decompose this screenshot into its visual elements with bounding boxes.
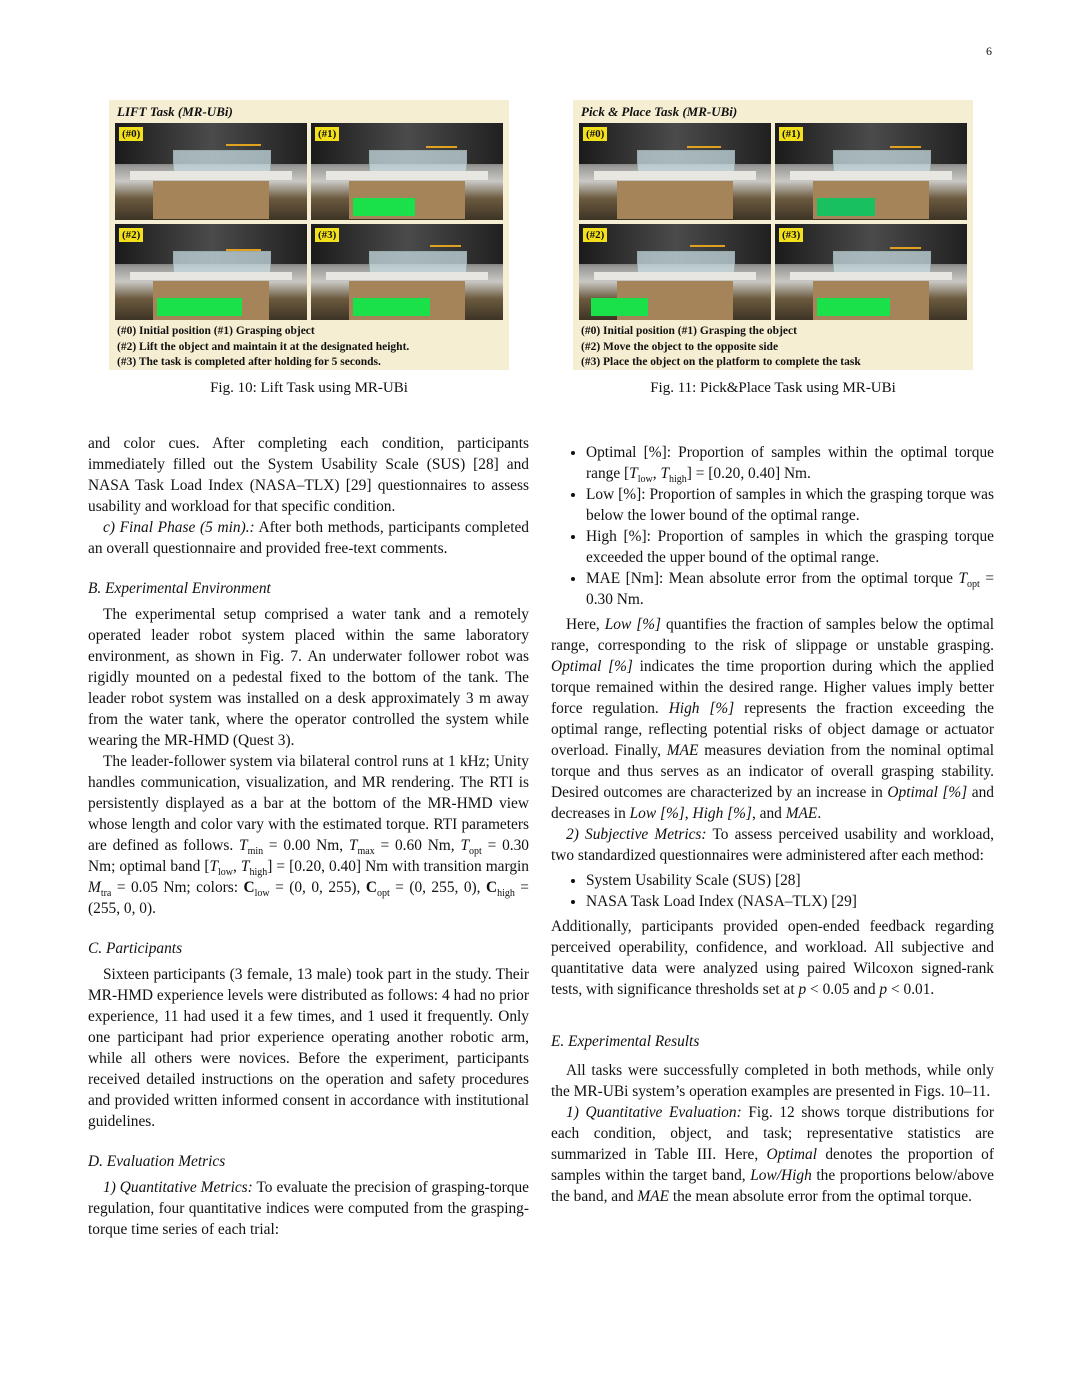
paragraph: All tasks were successfully completed in both methods, while only the MR-UBi system’s operation examples are presented in Figs. 10–11. (551, 1062, 994, 1100)
figure-note: (#3) Place the object on the platform to complete the task (581, 356, 861, 368)
list-item: • High [%]: Proportion of samples in which the grasping torque exceeded the upper bound of the optimal range. (586, 526, 994, 568)
right-column (551, 433, 994, 1207)
rti-bar (817, 198, 875, 216)
step-tag: (#3) (779, 228, 803, 242)
step-tag: (#2) (119, 228, 143, 242)
paragraph (88, 1177, 529, 1240)
figure-image-grid (115, 123, 503, 320)
rti-bar (353, 298, 430, 316)
figure-caption: Fig. 10: Lift Task using MR-UBi (210, 380, 408, 396)
metrics-list (551, 442, 994, 610)
step-tag: (#0) (119, 127, 143, 141)
rti-bar (817, 298, 890, 316)
step-tag: (#0) (583, 127, 607, 141)
paragraph: 1) Quantitative Evaluation: Fig. 12 shows torque distributions for each condition, object, and task; representative statistics are summarized in Table III. Here, Optimal denotes the proportion of samples within the target band, Low/High the proportions below/above the band, and MAE the mean absolute error from the optimal torque. (551, 1104, 995, 1205)
page-number: 6 (986, 44, 992, 58)
rti-bar (353, 198, 414, 216)
photo-panel (579, 123, 771, 220)
photo-panel (311, 224, 503, 321)
photo-panel (115, 123, 307, 220)
photo-panel (115, 224, 307, 321)
figure-lift-task (109, 100, 509, 370)
figure-image-grid (579, 123, 967, 320)
photo-panel (579, 224, 771, 321)
paragraph: and color cues. After completing each condition, participants immediately filled out the System Usability Scale (SUS) [28] and NASA Task Load Index (NASA–TLX) [29] questionnaires to assess usability and workload for that specific condition. (88, 435, 529, 515)
list-item: • Optimal [%]: Proportion of samples within the optimal torque range [$T_{low}$, $T_{high}] = [0.20$, 0.40] Nm. (586, 442, 994, 484)
photo-panel (311, 123, 503, 220)
questionnaire-list (551, 870, 994, 912)
figure-note: (#2) Lift the object and maintain it at the designated height. (117, 340, 410, 353)
paragraph: 2) Subjective Metrics: To assess perceived usability and workload, two standardized questionnaires were administered after each method: (551, 826, 994, 864)
subsection-heading: 1) Quantitative Evaluation: (566, 1104, 742, 1121)
figure-notes (581, 324, 861, 371)
subsection-heading: 2) Subjective Metrics: (566, 826, 707, 843)
photo-panel (775, 123, 967, 220)
list-item: • NASA Task Load Index (NASA–TLX) [29] (586, 891, 994, 912)
rti-bar (157, 298, 241, 316)
figure-notes (117, 324, 409, 371)
paragraph: The leader-follower system via bilateral control runs at 1 kHz; Unity handles communication, visualization, and MR rendering. The RTI is persistently displayed as a bar at the bottom of the MR-HMD view whose length and color vary with the estimated torque. RTI parameters are defined as follows. $T_{min} = 0.00$ Nm, $T_{max} = 0.60$ Nm, $T_{opt} = 0.30$ Nm; optimal band [$T_{low}$, $T_{high}] = [0.20$, 0.40] Nm with transition margin $M_{tra} = 0.05$ Nm; colors: $C_{low} = (0$, 0, 255), $C_{opt} = (0$, 255, 0), $C_{high} = (255$, 0, 0). (88, 753, 530, 917)
paragraph (88, 517, 529, 559)
step-tag: (#1) (779, 127, 803, 141)
left-column (88, 433, 529, 1240)
figure-title: Pick & Place Task (MR-UBi) (581, 104, 738, 119)
paragraph-text: The leader-follower system via bilateral control runs at 1 kHz; Unity handles communication, visualization, and MR rendering. The RTI is persistently displayed as a bar at the bottom of the MR-HMD view whose length and color vary with the estimated torque. RTI parameters are defined as follows. (88, 753, 529, 854)
subsection-heading: 1) Quantitative Metrics: (103, 1179, 253, 1196)
paragraph: Sixteen participants (3 female, 13 male) took part in the study. Their MR-HMD experience levels were distributed as follows: 4 had no prior experience, 11 had used it a few times, and 1 used it frequently. Only one participant had prior experience operating another robotic arm, while all others were novices. Before the experiment, participants received detailed instructions on the operation and safety procedures and provided written informed consent in accordance with institutional guidelines. (88, 966, 529, 1130)
figure-pick-place-task (573, 100, 973, 370)
paragraph-text: To evaluate the precision of grasping-torque regulation, four quantitative indices were computed from the grasping-torque time series of each trial: (88, 1179, 529, 1238)
paragraph: Additionally, participants provided open-ended feedback regarding perceived operability, confidence, and workload. All subjective and quantitative data were analyzed using paired Wilcoxon signed-rank tests, with significance thresholds set at p < 0.05 and p < 0.01. (551, 918, 994, 998)
section-heading: E. Experimental Results (551, 1033, 700, 1050)
list-item: • Low [%]: Proportion of samples in which the grasping torque was below the lower bound of the optimal range. (586, 484, 994, 526)
paragraph-text: After both methods, participants completed an overall questionnaire and provided free-text comments. (88, 519, 529, 557)
step-tag: (#2) (583, 228, 607, 242)
figure-caption: Fig. 11: Pick&Place Task using MR-UBi (650, 380, 896, 396)
step-tag: (#3) (315, 228, 339, 242)
section-heading: D. Evaluation Metrics (88, 1153, 226, 1170)
section-heading: C. Participants (88, 940, 183, 957)
paragraph: Here, Low [%] quantifies the fraction of samples below the optimal range, corresponding to the risk of slippage or unstable grasping. Optimal [%] indicates the time proportion during which the applied torque remained within the desired range. Higher values imply better force regulation. High [%] represents the fraction exceeding the optimal range, reflecting potential risks of object damage or actuator overload. Finally, MAE measures deviation from the nominal optimal torque and thus serves as an indicator of overall grasping stability. Desired outcomes are characterized by an increase in Optimal [%] and decreases in Low [%], High [%], and MAE. (551, 616, 994, 822)
subsection-heading: c) Final Phase (5 min).: (103, 519, 255, 536)
photo-panel (775, 224, 967, 321)
step-tag: (#1) (315, 127, 339, 141)
section-heading: B. Experimental Environment (88, 580, 271, 597)
list-item: • System Usability Scale (SUS) [28] (586, 870, 994, 891)
paragraph: The experimental setup comprised a water tank and a remotely operated leader robot system placed within the same laboratory environment, as shown in Fig. 7. An underwater follower robot was rigidly mounted on a pedestal fixed to the bottom of the tank. The leader robot system was installed on a desk approximately 3 m away from the water tank, where the operator controlled the system while wearing the MR-HMD (Quest 3). (88, 606, 529, 749)
figure-note: (#3) The task is completed after holding for 5 seconds. (117, 356, 381, 368)
list-item: • MAE [Nm]: Mean absolute error from the optimal torque $T_{opt} = 0.30$ Nm. (586, 568, 994, 610)
figure-note: (#0) Initial position (#1) Grasping object (117, 325, 315, 337)
figure-note: (#2) Move the object to the opposite side (581, 340, 779, 353)
rti-bar (591, 298, 649, 316)
figure-note: (#0) Initial position (#1) Grasping the object (581, 325, 797, 337)
figure-title: LIFT Task (MR-UBi) (117, 104, 233, 119)
